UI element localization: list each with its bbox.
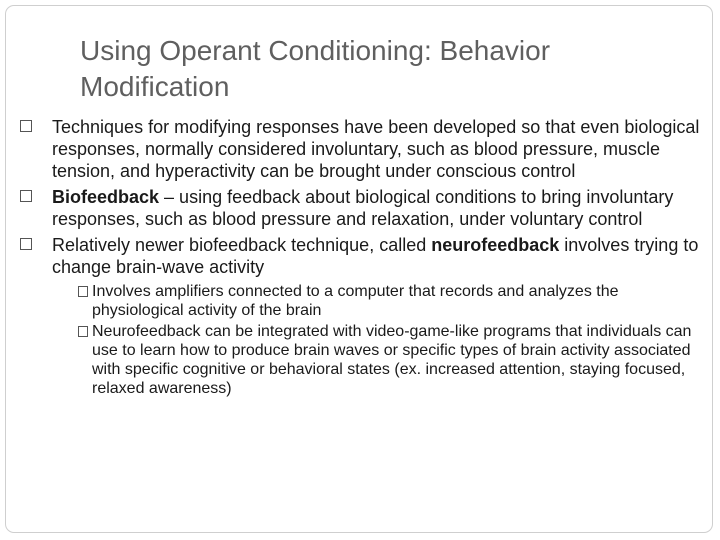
square-bullet-icon (20, 120, 32, 132)
square-bullet-icon (20, 238, 32, 250)
bullet-term: neurofeedback (431, 235, 560, 255)
bullet-text: involves trying to change brain-wave activity (52, 235, 699, 277)
bullet-techniques (20, 116, 700, 182)
slide-body (20, 116, 700, 400)
bullet-text: Techniques for modifying responses have been developed so that even biological responses, normally considered involuntary, such as blood pressure, muscle tension, and hyperactivity can be brought under conscious control (52, 117, 700, 181)
bullet-term: Biofeedback (52, 187, 160, 207)
square-bullet-icon (78, 326, 88, 337)
sub-bullet-amplifiers (20, 282, 700, 320)
square-bullet-icon (78, 286, 88, 297)
bullet-biofeedback (20, 186, 700, 230)
bullet-text: – using feedback about biological conditions to bring involuntary responses, such as blood pressure and relaxation, under voluntary control (52, 187, 674, 229)
slide-title: Using Operant Conditioning: Behavior Modification (80, 35, 551, 102)
sub-bullet-video-game (20, 322, 700, 398)
sub-bullet-text: Neurofeedback can be integrated with video-game-like programs that individuals can use to learn how to produce brain waves or specific types of brain activity associated with specific cognitive or behavioral states (ex. increased attention, staying focused, relaxed awareness) (92, 323, 692, 397)
bullet-pre-text: Relatively newer biofeedback technique, called (52, 235, 432, 255)
sub-bullet-text: Involves amplifiers connected to a computer that records and analyzes the physiological activity of the brain (92, 283, 619, 319)
bullet-neurofeedback (20, 234, 700, 278)
square-bullet-icon (20, 190, 32, 202)
